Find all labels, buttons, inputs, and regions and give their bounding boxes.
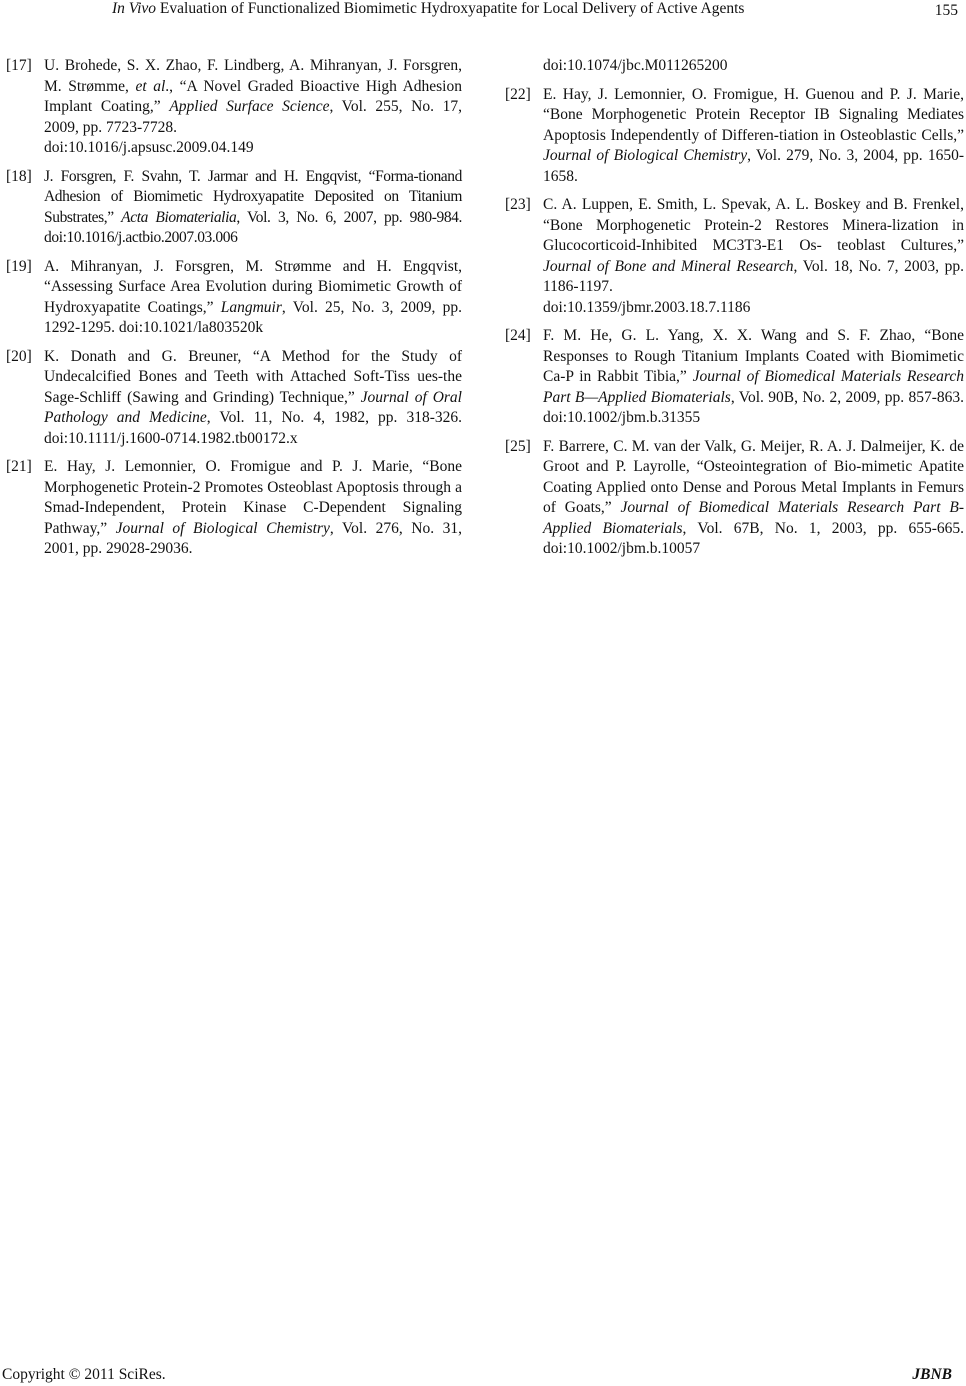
reference-text bbox=[44, 56, 462, 159]
reference-text-segment: , Vol. 11, No. 4, 1982, pp. 318-326. doi:10.1111/j.1600-0714.1982.tb00172.x bbox=[44, 409, 462, 447]
reference-number: [21] bbox=[6, 458, 32, 475]
reference-entry bbox=[505, 195, 964, 318]
reference-doi: doi:10.1016/j.apsusc.2009.04.149 bbox=[44, 139, 254, 156]
reference-text bbox=[44, 457, 462, 560]
running-title bbox=[112, 0, 744, 18]
reference-italic-text: Applied Surface Science bbox=[169, 98, 330, 115]
reference-text-segment: , Vol. 276, No. 31, 2001, pp. 29028-29036. bbox=[44, 519, 462, 557]
reference-number: [20] bbox=[6, 347, 32, 365]
right-column bbox=[505, 56, 964, 568]
reference-italic-text: Journal of Biological Chemistry bbox=[115, 519, 330, 537]
reference-text-segment: , Vol. 90B, No. 2, 2009, pp. 857-863. doi:10.1002/jbm.b.31355 bbox=[543, 388, 964, 426]
reference-text bbox=[543, 195, 964, 318]
reference-entry bbox=[505, 85, 964, 188]
running-title-italic: In Vivo bbox=[112, 0, 157, 17]
reference-entry bbox=[505, 326, 964, 429]
reference-text-segment: U. Brohede, S. X. Zhao, F. Lindberg, A. Mihranyan, J. Forsgren, M. Strømme, bbox=[44, 57, 462, 95]
reference-text-segment: , Vol. 67B, No. 1, 2003, pp. 655-665. doi:10.1002/jbm.b.10057 bbox=[543, 519, 964, 557]
reference-text-segment: C. A. Luppen, E. Smith, L. Spevak, A. L. Boskey and B. Frenkel, “Bone Morphogenetic Protein-2 Restores Minera-lization in Glucocorticoid-Inhibited MC3T3-E1 Os- teoblast Cultures,” bbox=[543, 196, 964, 254]
reference-text-segment: , Vol. 255, No. 17, 2009, pp. 7723-7728. bbox=[44, 98, 463, 136]
reference-italic-text: Journal of Biomedical Materials Research Part B-Applied Biomaterials bbox=[543, 499, 964, 537]
reference-italic-text: Journal of Biological Chemistry bbox=[543, 147, 748, 164]
reference-text-segment: ., “A Novel Graded Bioactive High Adhesion Implant Coating,” bbox=[44, 77, 462, 115]
reference-number: [18] bbox=[6, 167, 32, 185]
reference-text bbox=[543, 85, 964, 188]
reference-italic-text: et al bbox=[135, 77, 166, 95]
reference-entry bbox=[6, 457, 462, 560]
running-title-text: Evaluation of Functionalized Biomimetic Hydroxyapatite for Local Delivery of Active Agents bbox=[156, 0, 745, 17]
reference-text-segment: , Vol. 18, No. 7, 2003, pp. 1186-1197. bbox=[543, 257, 964, 295]
reference-italic-text: Journal of Bone and Mineral Research bbox=[543, 257, 794, 275]
reference-text-segment: A. Mihranyan, J. Forsgren, M. Strømme and H. Engqvist, “Assessing Surface Area Evolution during Biomimetic Growth of Hydroxyapatite Coatings,” bbox=[44, 257, 462, 316]
page-number: 155 bbox=[934, 2, 958, 19]
reference-entry bbox=[6, 56, 462, 159]
reference-text bbox=[44, 257, 462, 339]
reference-doi: doi:10.1359/jbmr.2003.18.7.1186 bbox=[543, 298, 751, 316]
reference-text bbox=[44, 167, 462, 249]
reference-text bbox=[44, 347, 462, 450]
reference-italic-text: Langmuir bbox=[220, 298, 282, 316]
reference-number: [25] bbox=[505, 437, 531, 455]
reference-text-segment: , Vol. 279, No. 3, 2004, pp. 1650-1658. bbox=[543, 147, 964, 185]
reference-number: [17] bbox=[6, 57, 32, 74]
reference-entry bbox=[6, 167, 462, 249]
reference-entry bbox=[6, 257, 462, 339]
reference-text-segment: , Vol. 25, No. 3, 2009, pp. 1292-1295. doi:10.1021/la803520k bbox=[44, 298, 463, 336]
reference-italic-text: Journal of Biomedical Materials Research Part B—Applied Biomaterials bbox=[543, 368, 964, 406]
reference-italic-text: Journal of Oral Pathology and Medicine bbox=[44, 388, 462, 426]
reference-number: [19] bbox=[6, 257, 32, 275]
journal-abbreviation: JBNB bbox=[912, 1366, 952, 1383]
reference-number: [23] bbox=[505, 196, 531, 213]
running-header bbox=[0, 0, 966, 26]
reference-text-segment: E. Hay, J. Lemonnier, O. Fromigue, H. Guenou and P. J. Marie, “Bone Morphogenetic Protein Receptor IB Signaling Mediates Apoptosis Independently of Differen-tiation in Osteoblastic Cells,” bbox=[543, 85, 964, 144]
page-footer bbox=[0, 1366, 966, 1386]
reference-text-segment: F. M. He, G. L. Yang, X. X. Wang and S. F. Zhao, “Bone Responses to Rough Titanium Implants Coated with Biomimetic Ca-P in Rabbit Tibia,” bbox=[543, 327, 964, 385]
right-column-references bbox=[505, 85, 964, 560]
reference-text-segment: J. Forsgren, F. Svahn, T. Jarmar and H. Engqvist, “Forma-tionand Adhesion of Biomimetic Hydroxyapatite Deposited on Titanium Substrates,” bbox=[44, 167, 462, 226]
reference-continuation: doi:10.1074/jbc.M011265200 bbox=[543, 57, 728, 74]
reference-text bbox=[543, 437, 964, 560]
reference-number: [24] bbox=[505, 327, 531, 344]
reference-entry bbox=[505, 437, 964, 560]
copyright-notice: Copyright © 2011 SciRes. bbox=[2, 1366, 166, 1383]
reference-text-segment: F. Barrere, C. M. van der Valk, G. Meijer, R. A. J. Dalmeijer, K. de Groot and P. Layrolle, “Osteointegration of Bio-mimetic Apatite Coating Applied onto Dense and Porous Metal Implants in Femurs of Goats,” bbox=[543, 437, 964, 516]
reference-number: [22] bbox=[505, 85, 531, 103]
reference-italic-text: Acta Biomaterialia bbox=[121, 208, 237, 226]
reference-text-segment: K. Donath and G. Breuner, “A Method for the Study of Undecalcified Bones and Teeth with Attached Soft-Tiss ues-the Sage-Schliff (Sawing and Grinding) Technique,” bbox=[44, 347, 462, 406]
left-column bbox=[6, 56, 462, 568]
reference-text bbox=[543, 326, 964, 429]
reference-entry bbox=[6, 347, 462, 450]
reference-text-segment: , Vol. 3, No. 6, 2007, pp. 980-984. doi:10.1016/j.actbio.2007.03.006 bbox=[44, 208, 463, 246]
reference-text-segment: E. Hay, J. Lemonnier, O. Fromigue and P. J. Marie, “Bone Morphogenetic Protein-2 Promotes Osteoblast Apoptosis through a Smad-Independent, Protein Kinase C-Dependent Signaling Pathway,” bbox=[44, 458, 462, 537]
